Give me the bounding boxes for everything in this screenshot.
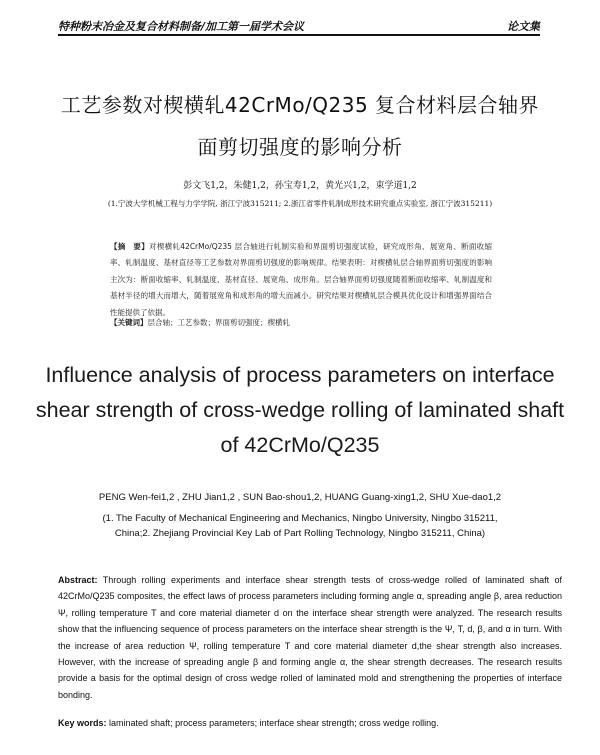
chinese-title-line-2: 面剪切强度的影响分析	[197, 135, 403, 159]
chinese-keywords	[110, 317, 492, 328]
english-abstract	[58, 572, 562, 703]
english-affiliation: (1. The Faculty of Mechanical Engineering and Mechanics, Ningbo University, Ningbo 315211, China;2. Zhejiang Provincial Key Lab of Part Rolling Technology, Ningbo 315211, China)	[102, 513, 498, 539]
running-header	[58, 18, 540, 36]
chinese-keywords-label: 【关键词】	[110, 318, 148, 327]
chinese-authors: 彭文飞1,2，朱健1,2，孙宝寿1,2，黄光兴1,2，束学道1,2	[183, 181, 417, 191]
chinese-abstract-text: 对楔横轧42CrMo/Q235 层合轴进行轧制实验和界面剪切强度试验，研究成形角、展宽角、断面收缩率、轧制温度、基材直径等工艺参数对界面剪切强度的影响规律。结果表明：对楔横轧层合轴界面剪切强度的影响主次为：断面收缩率、轧制温度、基材直径、展宽角、成形角。层合轴界面剪切强度随着断面收缩率、轧制温度和基材半径的增大而增大，随着展宽角和成形角的增大而减小。研究结果对楔横轧层合模具优化设计和增强界面结合性能提供了依据。	[110, 242, 492, 317]
english-title: Influence analysis of process parameters on interface shear strength of cross-wedge rolling of laminated shaft of 42CrMo/Q235	[35, 363, 565, 457]
english-authors: PENG Wen-fei1,2 , ZHU Jian1,2 , SUN Bao-shou1,2, HUANG Guang-xing1,2, SHU Xue-dao1,2	[98, 492, 502, 503]
chinese-affiliation: (1.宁波大学机械工程与力学学院, 浙江宁波315211; 2.浙江省零件轧制成形技术研究重点实验室, 浙江宁波315211)	[107, 199, 493, 208]
header-conference-title: 特种粉末冶金及复合材料制备/加工第一届学术会议	[58, 20, 305, 33]
chinese-abstract	[110, 239, 492, 321]
header-section-label: 论文集	[507, 20, 540, 33]
english-keywords	[58, 718, 562, 728]
chinese-abstract-label: 【摘 要】	[110, 242, 150, 251]
english-abstract-label: Abstract:	[58, 575, 98, 585]
english-keywords-label: Key words:	[58, 718, 107, 728]
english-keywords-text: laminated shaft; process parameters; interface shear strength; cross wedge rolling.	[109, 718, 439, 728]
english-abstract-text: Through rolling experiments and interface shear strength tests of cross-wedge rolled of laminated shaft of 42CrMo/Q235 composites, the effect laws of process parameters including forming angle α, spreading angle β, area reduction Ψ, rolling temperature T and core material diameter d on the interface shear strength were analyzed. The research results show that the influencing sequence of process parameters on the interface shear strength is the Ψ, T, d, β, and α in turn. With the increase of area reduction Ψ, rolling temperature T and core material diameter d,the shear strength also increases. However, with the increase of spreading angle β and forming angle α, the shear strength decreases. The research results provide a basis for the optimal design of cross wedge rolled of laminated mold and strengthening the properties of interface bonding.	[58, 575, 562, 700]
chinese-keywords-text: 层合轴；工艺参数；界面剪切强度；楔横轧	[147, 318, 290, 327]
chinese-title-line-1: 工艺参数对楔横轧42CrMo/Q235 复合材料层合轴界	[60, 93, 540, 117]
